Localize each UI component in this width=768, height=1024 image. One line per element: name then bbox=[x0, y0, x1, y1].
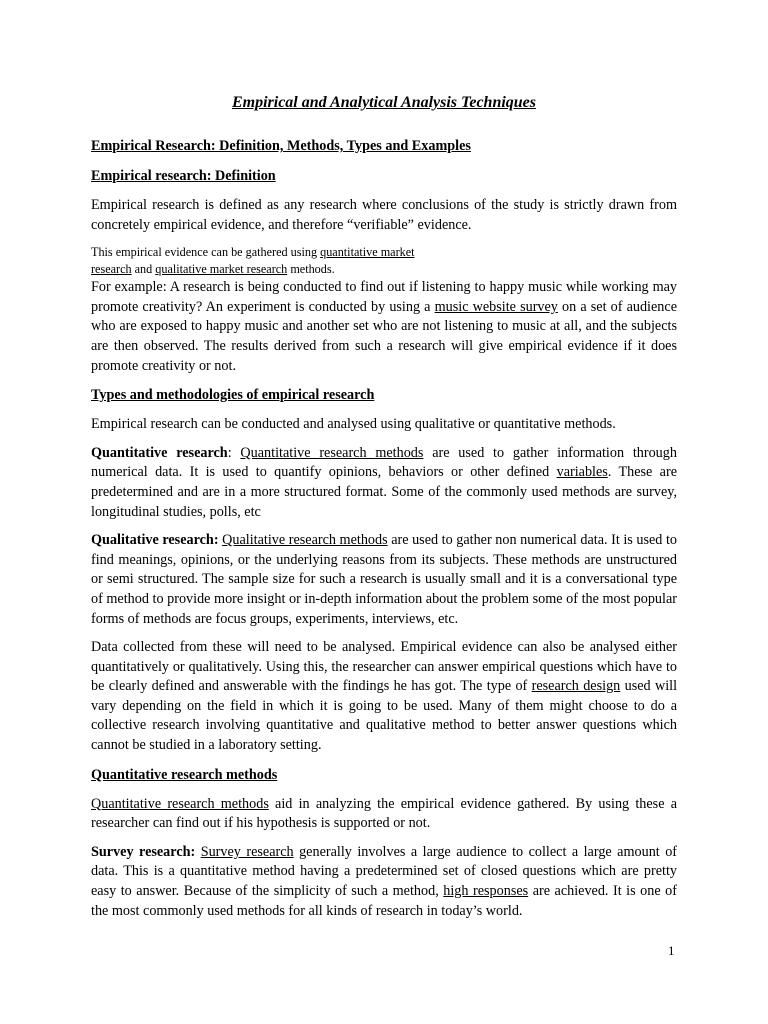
paragraph-text: generally involves a large audience to collect a large amount of data. This is a quantitative method having a predetermined set of closed questions which are pretty easy to answer. Because of the simplicity of such a method, bbox=[91, 843, 678, 900]
qualitative-research-paragraph bbox=[91, 531, 677, 629]
paragraph-text: are used to gather information through numerical data. It is used to quantify opinions, behaviors or other defined bbox=[91, 444, 677, 481]
survey-research-link[interactable]: Survey research bbox=[200, 843, 294, 860]
high-responses-link[interactable]: high responses bbox=[443, 883, 529, 900]
qualitative-research-methods-link[interactable]: Qualitative research methods bbox=[222, 532, 388, 549]
paragraph-text: are used to gather non numerical data. It is used to find meanings, opinions, or the underlying reasons from its subjects. These methods are unstructured or semi structured. The sample size for such a research is usually small and it is a conversational type of method to provide more insight or in-depth information about the problem some of the most popular forms of methods are focus groups, experiments, interviews, etc. bbox=[91, 532, 677, 627]
survey-research-label: Survey research: bbox=[91, 843, 196, 860]
subheading-definition: Empirical research: Definition bbox=[91, 168, 276, 184]
note-text: methods. bbox=[287, 262, 335, 277]
quantitative-research-paragraph bbox=[91, 444, 677, 522]
evidence-methods-note bbox=[91, 244, 677, 278]
section-heading-types-methodologies: Types and methodologies of empirical research bbox=[91, 387, 375, 404]
page-number: 1 bbox=[668, 943, 675, 958]
paragraph-text: Data collected from these will need to be analysed. Empirical evidence can also be analysed either quantitatively or qualitatively. Using this, the researcher can answer empirical questions which have to be clearly defined and answerable with the findings he has got. The type of bbox=[91, 639, 677, 695]
paragraph-text: : bbox=[227, 444, 241, 461]
quantitative-market-research-link-cont[interactable]: research bbox=[91, 262, 132, 277]
note-line-2 bbox=[91, 261, 677, 278]
paragraph-text: aid in analyzing the empirical evidence gathered. By using these a researcher can find out if his hypothesis is supported or not. bbox=[91, 795, 677, 832]
paragraph-text: are achieved. It is one of the most commonly used methods for all kinds of research in today’s world. bbox=[91, 883, 677, 919]
quantitative-methods-paragraph bbox=[91, 795, 677, 834]
quantitative-research-methods-link[interactable]: Quantitative research methods bbox=[240, 444, 424, 461]
definition-paragraph: Empirical research is defined as any research where conclusions of the study is strictly drawn from concretely empirical evidence, and therefore “verifiable” evidence. bbox=[91, 197, 677, 233]
section-heading-empirical-research: Empirical Research: Definition, Methods, Types and Examples bbox=[91, 138, 471, 154]
paragraph-text: . These are predetermined and are in a more structured format. Some of the commonly used methods are survey, longitudinal studies, polls, etc bbox=[91, 464, 677, 520]
example-text: For example: A research is being conducted to find out if listening to happy music while working may promote creativity? An experiment is conducted by using a bbox=[91, 279, 677, 315]
paragraph-text: used will vary depending on the field in which it is going to be used. Many of them might choose to do a collective research involving quantitative and qualitative method to better answer questions which cannot be studied in a laboratory setting. bbox=[91, 678, 678, 754]
analysis-paragraph bbox=[91, 638, 677, 756]
variables-link[interactable]: variables bbox=[556, 464, 608, 481]
note-text: This empirical evidence can be gathered using bbox=[91, 245, 321, 260]
qualitative-market-research-link[interactable]: qualitative market research bbox=[155, 262, 288, 277]
music-website-survey-link[interactable]: music website survey bbox=[434, 298, 558, 315]
qualitative-research-label: Qualitative research: bbox=[91, 532, 219, 549]
document-page bbox=[91, 92, 677, 921]
quantitative-research-label: Quantitative research bbox=[91, 444, 228, 461]
types-intro-paragraph: Empirical research can be conducted and analysed using qualitative or quantitative methods. bbox=[91, 416, 616, 433]
note-text: and bbox=[131, 262, 156, 277]
quantitative-research-methods-link-2[interactable]: Quantitative research methods bbox=[91, 795, 269, 812]
research-design-link[interactable]: research design bbox=[531, 678, 621, 695]
example-paragraph bbox=[91, 278, 677, 376]
quantitative-market-research-link[interactable]: quantitative market bbox=[320, 245, 415, 260]
example-text: on a set of audience who are exposed to happy music and another set who are not listening to music at all, and the subjects are then observed. The results derived from such a research will give empirical evidence if it does promote creativity or not. bbox=[91, 298, 677, 374]
survey-research-paragraph bbox=[91, 843, 677, 921]
document-title: Empirical and Analytical Analysis Techniques bbox=[231, 94, 537, 111]
note-line-1 bbox=[91, 244, 677, 261]
section-heading-quantitative-methods: Quantitative research methods bbox=[91, 766, 278, 783]
